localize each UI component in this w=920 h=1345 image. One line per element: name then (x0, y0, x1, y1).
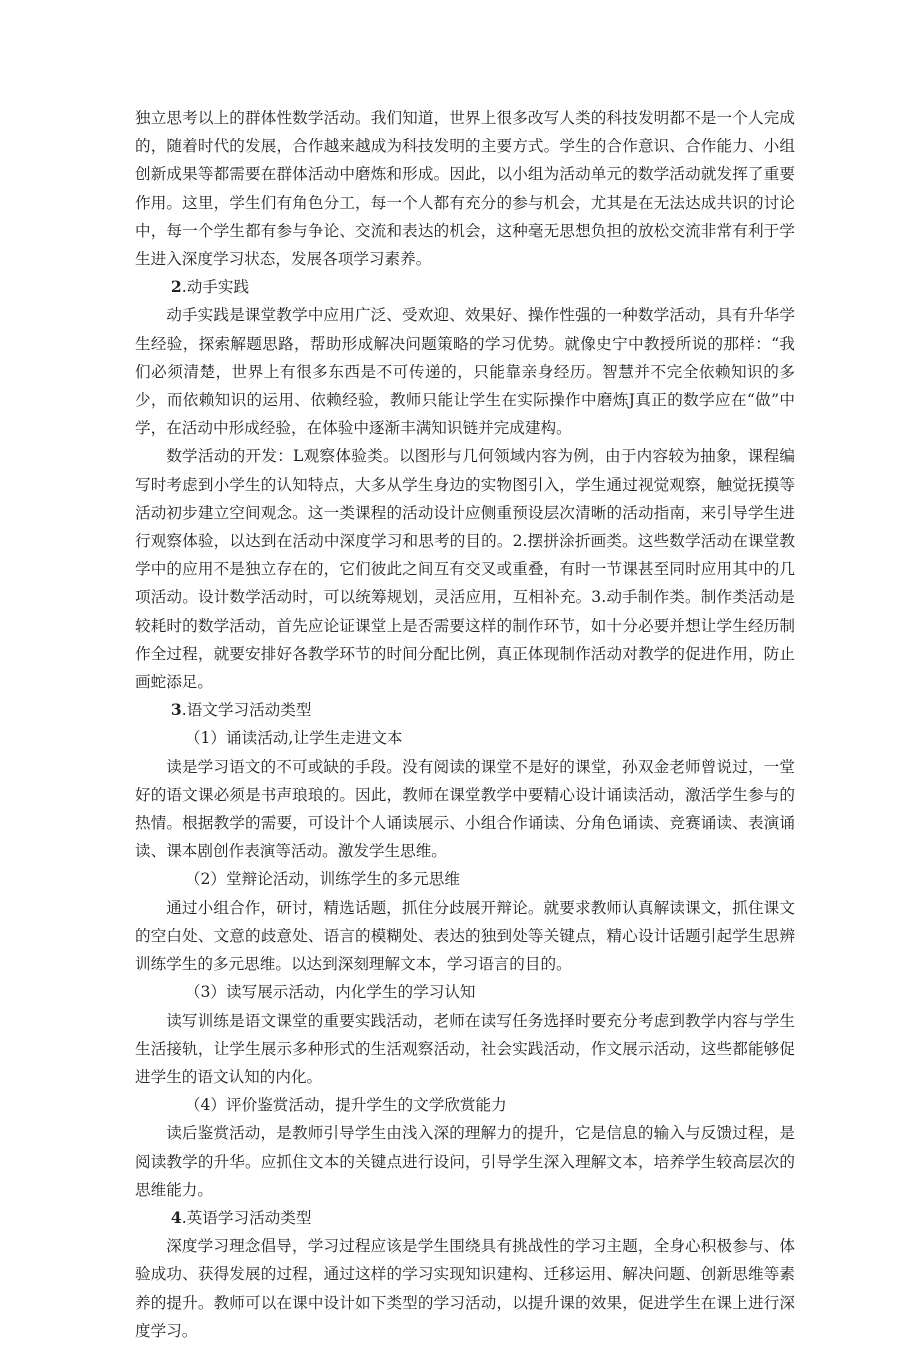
subheading-reading-writing: （3）读写展示活动，内化学生的学习认知 (184, 983, 476, 1002)
heading-number: 4 (170, 1207, 182, 1227)
paragraph-recitation: 读是学习语文的不可或缺的手段。没有阅读的课堂不是好的课堂，孙双金老师曾说过，一堂好的语文课必须是书声琅琅的。因此，教师在课堂教学中要精心设计诵读活动，激活学生参与的热情。根据教学的需要，可设计个人诵读展示、小组合作诵读、分角色诵读、竞赛诵读、表演诵读、课本剧创作表演等活动。激发学生思维。 (135, 757, 795, 861)
heading-chinese-activities (135, 696, 795, 724)
subheading-appreciation: （4）评价鉴赏活动，提升学生的文学欣赏能力 (184, 1096, 507, 1115)
heading-hands-on-practice (135, 273, 795, 301)
heading-number: 3 (170, 700, 182, 720)
heading-text: .语文学习活动类型 (181, 701, 312, 720)
paragraph-debate: 通过小组合作，研讨，精选话题，抓住分歧展开辩论。就要求教师认真解读课文，抓住课文的空白处、文意的歧意处、语言的模糊处、表达的独到处等关键点，精心设计话题引起学生思辨训练学生的多元思维。以达到深刻理解文本，学习语言的目的。 (135, 898, 795, 974)
heading-english-activities (135, 1204, 795, 1232)
paragraph-deep-learning: 深度学习理念倡导，学习过程应该是学生围绕具有挑战性的学习主题，全身心积极参与、体验成功、获得发展的过程，通过这样的学习实现知识建构、迁移运用、解决问题、创新思维等素养的提升。教师可以在课中设计如下类型的学习活动，以提升课的效果，促进学生在课上进行深度学习。 (135, 1237, 795, 1340)
paragraph-math-activity-development: 数学活动的开发：L观察体验类。以图形与几何领域内容为例，由于内容较为抽象，课程编写时考虑到小学生的认知特点，大多从学生身边的实物图引入，学生通过视觉观察，触觉抚摸等活动初步建立空间观念。这一类课程的活动设计应侧重预设层次清晰的活动指南，来引导学生进行观察体验，以达到在活动中深度学习和思考的目的。2.摆拼涂折画类。这些数学活动在课堂教学中的应用不是独立存在的，它们彼此之间互有交叉或重叠，有时一节课甚至同时应用其中的几项活动。设计数学活动时，可以统筹规划，灵活应用，互相补充。3.动手制作类。制作类活动是较耗时的数学活动，首先应论证课堂上是否需要这样的制作环节，如十分必要并想让学生经历制作全过程，就要安排好各教学环节的时间分配比例，真正体现制作活动对教学的促进作用，防止画蛇添足。 (135, 447, 795, 692)
heading-text: .动手实践 (181, 278, 250, 297)
paragraph-group-math-activity: 独立思考以上的群体性数学活动。我们知道，世界上很多改写人类的科技发明都不是一个人完成的，随着时代的发展，合作越来越成为科技发明的主要方式。学生的合作意识、合作能力、小组创新成果等都需要在群体活动中磨炼和形成。因此，以小组为活动单元的数学活动就发挥了重要作用。这里，学生们有角色分工，每一个人都有充分的参与机会，尤其是在无法达成共识的讨论中，每一个学生都有参与争论、交流和表达的机会，这种毫无思想负担的放松交流非常有利于学生进入深度学习状态，发展各项学习素养。 (135, 109, 795, 269)
document-page (135, 104, 795, 1345)
paragraph-appreciation: 读后鉴赏活动，是教师引导学生由浅入深的理解力的提升，它是信息的输入与反馈过程，是阅读教学的升华。应抓住文本的关键点进行设问，引导学生深入理解文本，培养学生较高层次的思维能力。 (135, 1124, 795, 1199)
paragraph-reading-writing: 读写训练是语文课堂的重要实践活动，老师在读写任务选择时要充分考虑到教学内容与学生生活接轨，让学生展示多种形式的生活观察活动，社会实践活动，作文展示活动，这些都能够促进学生的语文认知的内化。 (135, 1011, 795, 1086)
heading-text: .英语学习活动类型 (181, 1208, 312, 1227)
subheading-debate: （2）堂辩论活动，训练学生的多元思维 (184, 870, 460, 889)
heading-number: 2 (170, 277, 182, 297)
paragraph-hands-on-intro: 动手实践是课堂教学中应用广泛、受欢迎、效果好、操作性强的一种数学活动，具有升华学生经验，探索解题思路，帮助形成解决问题策略的学习优势。就像史宁中教授所说的那样：“我们必须清楚，世界上有很多东西是不可传递的，只能靠亲身经历。智慧并不完全依赖知识的多少，而依赖知识的运用、依赖经验，教师只能让学生在实际操作中磨炼J真正的数学应在“做”中学，在活动中形成经验，在体验中逐渐丰满知识链并完成建构。 (135, 306, 795, 438)
subheading-recitation: （1）诵读活动,让学生走进文本 (184, 729, 403, 748)
